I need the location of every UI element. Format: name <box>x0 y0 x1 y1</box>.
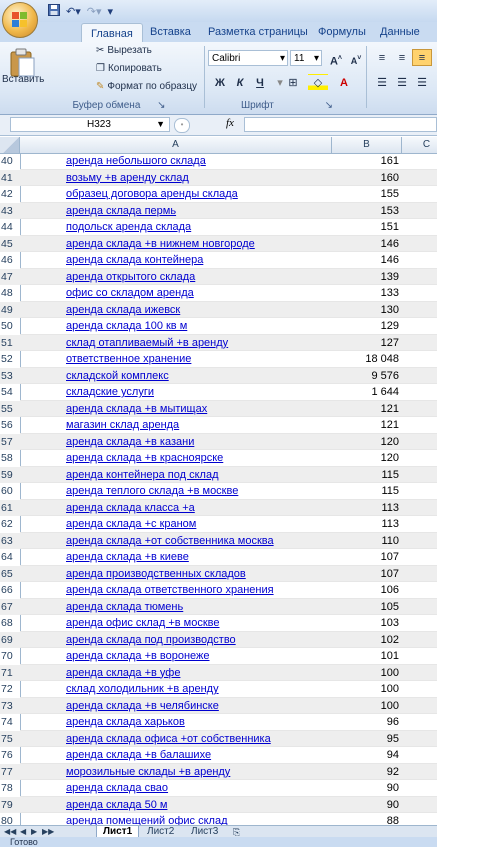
align-top-icon[interactable]: ≡ <box>378 52 386 64</box>
ribbon-tabs <box>0 22 437 42</box>
frequency-cell[interactable]: 121 <box>380 402 399 415</box>
table-row <box>0 599 437 616</box>
row-header[interactable]: 54 <box>1 386 13 398</box>
chevron-down-icon[interactable]: ▾ <box>277 77 283 89</box>
column-headers <box>0 137 437 154</box>
keyword-link-cell[interactable]: аренда склада 50 м <box>66 798 168 811</box>
table-row <box>0 203 437 220</box>
row-header[interactable]: 71 <box>1 666 13 679</box>
status-text: Готово <box>10 837 38 847</box>
align-center-icon[interactable]: ☰ <box>397 77 407 89</box>
frequency-cell[interactable]: 155 <box>380 188 399 200</box>
keyword-link-cell[interactable]: складские услуги <box>66 386 154 398</box>
row-header[interactable]: 64 <box>1 551 13 563</box>
keyword-link-cell[interactable]: склад холодильник +в аренду <box>66 683 219 695</box>
tab-data[interactable]: Данные <box>380 26 420 38</box>
row-header[interactable]: 59 <box>1 468 13 481</box>
select-all-corner[interactable] <box>0 137 20 153</box>
keyword-link-cell[interactable]: аренда контейнера под склад <box>66 468 219 481</box>
borders-icon[interactable]: ⊞ <box>288 77 298 89</box>
table-row <box>0 467 437 484</box>
frequency-cell[interactable]: 1 644 <box>371 386 399 398</box>
keyword-link-cell[interactable]: морозильные склады +в аренду <box>66 765 231 778</box>
frequency-cell[interactable]: 153 <box>380 204 399 217</box>
qat-customize-icon[interactable]: ▾ <box>107 5 114 18</box>
frequency-cell[interactable]: 115 <box>381 485 399 497</box>
table-row <box>0 632 437 649</box>
keyword-link-cell[interactable]: аренда офис склад +в москве <box>66 617 220 629</box>
align-right-icon[interactable]: ☰ <box>417 77 427 89</box>
row-header[interactable]: 79 <box>1 798 13 811</box>
chevron-down-icon[interactable]: ▼ <box>156 119 165 129</box>
frequency-cell[interactable]: 161 <box>380 155 399 167</box>
frequency-cell[interactable]: 101 <box>380 650 399 662</box>
font-name-combo[interactable]: Calibri ▾ <box>208 50 288 66</box>
row-header[interactable]: 55 <box>1 402 13 415</box>
frequency-cell[interactable]: 139 <box>380 270 399 283</box>
frequency-cell[interactable]: 100 <box>380 666 399 679</box>
keyword-link-cell[interactable]: аренда склада +в нижнем новгороде <box>66 237 255 250</box>
frequency-cell[interactable]: 102 <box>380 633 399 646</box>
row-header[interactable]: 46 <box>1 254 13 266</box>
sheet-tab-1[interactable]: Лист1 <box>96 826 139 838</box>
cancel-entry-icon[interactable]: • <box>174 118 190 133</box>
keyword-link-cell[interactable]: аренда склада ответственного хранения <box>66 584 274 596</box>
worksheet-grid[interactable] <box>0 153 437 825</box>
row-header[interactable]: 58 <box>1 452 13 464</box>
formula-bar <box>0 115 437 136</box>
table-row <box>0 434 437 451</box>
quick-access-toolbar <box>44 3 113 19</box>
row-header[interactable]: 80 <box>1 815 13 825</box>
row-header[interactable]: 57 <box>1 435 13 448</box>
keyword-link-cell[interactable]: возьму +в аренду склад <box>66 171 189 184</box>
table-row <box>0 500 437 517</box>
copy-label: Копировать <box>107 63 162 74</box>
cut-label: Вырезать <box>107 45 152 56</box>
row-header[interactable]: 75 <box>1 732 13 745</box>
sheet-tab-3[interactable]: Лист3 <box>191 826 219 837</box>
bold-button[interactable]: Ж <box>215 77 225 89</box>
keyword-link-cell[interactable]: аренда склада под производство <box>66 633 236 646</box>
insert-function-button[interactable]: fx <box>226 117 234 129</box>
frequency-cell[interactable]: 105 <box>380 600 399 613</box>
sheet-tab-2[interactable]: Лист2 <box>147 826 175 837</box>
keyword-link-cell[interactable]: аренда склада +в челябинске <box>66 699 219 712</box>
font-group-label: Шрифт ↘ <box>240 100 334 111</box>
table-row <box>0 780 437 797</box>
name-box[interactable]: H323 ▼ <box>10 117 170 132</box>
table-row <box>0 302 437 319</box>
table-row <box>0 170 437 187</box>
format-painter-label: Формат по образцу <box>107 81 198 92</box>
table-row <box>0 797 437 814</box>
fill-color-icon[interactable]: ◇ <box>308 74 328 91</box>
frequency-cell[interactable]: 127 <box>380 336 399 349</box>
table-row <box>0 417 437 434</box>
row-header[interactable]: 45 <box>1 237 13 250</box>
table-row <box>0 582 437 599</box>
keyword-link-cell[interactable]: аренда склада свао <box>66 782 169 794</box>
first-sheet-icon[interactable]: ◀◀ <box>4 827 17 836</box>
row-header[interactable]: 74 <box>1 716 13 728</box>
keyword-link-cell[interactable]: ответственное хранение <box>66 353 192 365</box>
frequency-cell[interactable]: 129 <box>380 320 399 332</box>
keyword-link-cell[interactable]: аренда склада +в воронеже <box>66 650 210 662</box>
keyword-link-cell[interactable]: аренда помещений офис склад <box>66 815 228 825</box>
table-row <box>0 566 437 583</box>
frequency-cell[interactable]: 90 <box>386 798 399 811</box>
table-row <box>0 318 437 335</box>
keyword-link-cell[interactable]: аренда склада контейнера <box>66 254 204 266</box>
office-button[interactable] <box>2 2 38 38</box>
frequency-cell[interactable]: 146 <box>380 237 399 250</box>
tab-home[interactable]: Главная <box>81 23 143 43</box>
row-header[interactable]: 52 <box>1 353 13 365</box>
table-row <box>0 615 437 632</box>
keyword-link-cell[interactable]: аренда склада +в мытищах <box>66 402 208 415</box>
align-left-icon[interactable]: ☰ <box>377 77 387 89</box>
column-header-a[interactable]: A <box>20 137 332 153</box>
frequency-cell[interactable]: 103 <box>380 617 399 629</box>
grow-font-button[interactable]: A˄ <box>329 55 343 68</box>
row-header[interactable]: 42 <box>1 188 13 200</box>
table-row <box>0 698 437 715</box>
keyword-link-cell[interactable]: аренда склада офиса +от собственника <box>66 732 271 745</box>
last-sheet-icon[interactable]: ▶▶ <box>42 827 55 836</box>
frequency-cell[interactable]: 95 <box>386 732 399 745</box>
frequency-cell[interactable]: 121 <box>380 419 399 431</box>
tab-formulas[interactable]: Формулы <box>318 26 366 38</box>
prev-sheet-icon[interactable]: ◀ <box>20 827 27 836</box>
group-separator <box>204 46 205 108</box>
frequency-cell[interactable]: 133 <box>380 287 399 299</box>
table-row <box>0 384 437 401</box>
frequency-cell[interactable]: 113 <box>381 501 399 514</box>
frequency-cell[interactable]: 115 <box>381 468 399 481</box>
row-header[interactable]: 51 <box>1 336 13 349</box>
column-header-b[interactable]: B <box>332 137 402 153</box>
tab-page-layout[interactable]: Разметка страницы <box>208 26 308 38</box>
copy-icon: ❐ <box>96 63 105 74</box>
table-row <box>0 401 437 418</box>
row-header[interactable]: 76 <box>1 749 13 761</box>
redo-icon[interactable]: ↷▾ <box>86 5 102 18</box>
frequency-cell[interactable]: 110 <box>381 534 399 547</box>
frequency-cell[interactable]: 9 576 <box>371 369 399 382</box>
keyword-link-cell[interactable]: аренда склада +в киеве <box>66 551 189 563</box>
underline-button[interactable]: Ч <box>256 77 264 89</box>
format-painter-button[interactable] <box>96 81 197 92</box>
keyword-link-cell[interactable]: аренда теплого склада +в москве <box>66 485 239 497</box>
row-header[interactable]: 62 <box>1 518 13 530</box>
tab-insert[interactable]: Вставка <box>150 26 191 38</box>
table-row <box>0 186 437 203</box>
formula-input[interactable] <box>244 117 437 132</box>
brush-icon: ✎ <box>96 81 105 92</box>
frequency-cell[interactable]: 88 <box>386 815 399 825</box>
table-row <box>0 351 437 368</box>
row-header[interactable]: 72 <box>1 683 13 695</box>
frequency-cell[interactable]: 160 <box>380 171 399 184</box>
table-row <box>0 368 437 385</box>
font-size-combo[interactable]: 11 ▾ <box>290 50 322 66</box>
table-row <box>0 648 437 665</box>
table-row <box>0 450 437 467</box>
keyword-link-cell[interactable]: аренда склада +в красноярске <box>66 452 224 464</box>
table-row <box>0 219 437 236</box>
paste-button[interactable]: Вставить <box>2 74 45 85</box>
keyword-link-cell[interactable]: аренда открытого склада <box>66 270 196 283</box>
frequency-cell[interactable]: 113 <box>381 518 399 530</box>
frequency-cell[interactable]: 151 <box>380 221 399 233</box>
column-header-c[interactable]: C <box>402 137 437 153</box>
frequency-cell[interactable]: 146 <box>380 254 399 266</box>
table-row <box>0 665 437 682</box>
keyword-link-cell[interactable]: аренда небольшого склада <box>66 155 206 167</box>
frequency-cell[interactable]: 92 <box>386 765 399 778</box>
frequency-cell[interactable]: 107 <box>380 551 399 563</box>
frequency-cell[interactable]: 90 <box>386 782 399 794</box>
table-row <box>0 236 437 253</box>
row-header[interactable]: 49 <box>1 303 13 316</box>
keyword-link-cell[interactable]: магазин склад аренда <box>66 419 180 431</box>
table-row <box>0 764 437 781</box>
keyword-link-cell[interactable]: аренда склада +с краном <box>66 518 197 530</box>
keyword-link-cell[interactable]: аренда склада ижевск <box>66 303 181 316</box>
keyword-link-cell[interactable]: образец договора аренды склада <box>66 188 238 200</box>
floppy-disk-icon[interactable] <box>48 4 60 19</box>
insert-sheet-icon[interactable]: ⎘ <box>233 827 241 837</box>
table-row <box>0 335 437 352</box>
cut-button[interactable] <box>96 45 152 56</box>
row-header[interactable]: 67 <box>1 600 13 613</box>
keyword-link-cell[interactable]: аренда склада +от собственника москва <box>66 534 274 547</box>
ribbon <box>0 42 437 115</box>
copy-button[interactable] <box>96 63 162 74</box>
row-header[interactable]: 61 <box>1 501 13 514</box>
row-header[interactable]: 47 <box>1 270 13 283</box>
row-header[interactable]: 66 <box>1 584 13 596</box>
align-bottom-icon[interactable]: ≡ <box>412 49 432 66</box>
row-header[interactable]: 40 <box>1 155 13 167</box>
keyword-link-cell[interactable]: аренда склада +в казани <box>66 435 195 448</box>
row-header[interactable]: 43 <box>1 204 13 217</box>
table-row <box>0 731 437 748</box>
frequency-cell[interactable]: 130 <box>380 303 399 316</box>
keyword-link-cell[interactable]: подольск аренда склада <box>66 221 192 233</box>
dialog-launcher-icon[interactable]: ↘ <box>324 100 334 111</box>
table-row <box>0 285 437 302</box>
table-row <box>0 549 437 566</box>
frequency-cell[interactable]: 100 <box>380 683 399 695</box>
row-header[interactable]: 50 <box>1 320 13 332</box>
keyword-link-cell[interactable]: аренда склада пермь <box>66 204 177 217</box>
table-row <box>0 813 437 825</box>
frequency-cell[interactable]: 120 <box>380 452 399 464</box>
row-header[interactable]: 77 <box>1 765 13 778</box>
row-header[interactable]: 44 <box>1 221 13 233</box>
frequency-cell[interactable]: 100 <box>380 699 399 712</box>
row-header[interactable]: 73 <box>1 699 13 712</box>
keyword-link-cell[interactable]: аренда производственных складов <box>66 567 246 580</box>
keyword-link-cell[interactable]: складской комплекс <box>66 369 169 382</box>
row-header[interactable]: 63 <box>1 534 13 547</box>
table-row <box>0 747 437 764</box>
row-header[interactable]: 41 <box>1 171 13 184</box>
table-row <box>0 483 437 500</box>
row-header[interactable]: 60 <box>1 485 13 497</box>
table-row <box>0 516 437 533</box>
next-sheet-icon[interactable]: ▶ <box>31 827 38 836</box>
undo-icon[interactable]: ↶▾ <box>66 5 81 18</box>
row-header[interactable]: 53 <box>1 369 13 382</box>
shrink-font-button[interactable]: A˅ <box>350 55 362 66</box>
frequency-cell[interactable]: 94 <box>386 749 399 761</box>
keyword-link-cell[interactable]: аренда склада +в уфе <box>66 666 181 679</box>
row-header[interactable]: 65 <box>1 567 13 580</box>
keyword-link-cell[interactable]: склад отапливаемый +в аренду <box>66 336 229 349</box>
frequency-cell[interactable]: 106 <box>380 584 399 596</box>
table-row <box>0 714 437 731</box>
row-header[interactable]: 48 <box>1 287 13 299</box>
table-row <box>0 153 437 170</box>
frequency-cell[interactable]: 96 <box>386 716 399 728</box>
scissors-icon: ✂ <box>96 45 105 56</box>
clipboard-group-label: Буфер обмена ↘ <box>72 100 166 111</box>
frequency-cell[interactable]: 120 <box>380 435 399 448</box>
keyword-link-cell[interactable]: аренда склада класса +а <box>66 501 195 514</box>
italic-button[interactable]: К <box>236 77 244 89</box>
table-row <box>0 681 437 698</box>
keyword-link-cell[interactable]: аренда склада тюмень <box>66 600 184 613</box>
keyword-link-cell[interactable]: аренда склада харьков <box>66 716 185 728</box>
group-separator <box>366 46 367 108</box>
status-bar <box>0 837 437 847</box>
row-header[interactable]: 78 <box>1 782 13 794</box>
frequency-cell[interactable]: 18 048 <box>365 353 399 365</box>
dialog-launcher-icon[interactable]: ↘ <box>157 100 166 111</box>
row-header[interactable]: 70 <box>1 650 13 662</box>
keyword-link-cell[interactable]: аренда склада 100 кв м <box>66 320 188 332</box>
frequency-cell[interactable]: 107 <box>380 567 399 580</box>
keyword-link-cell[interactable]: аренда склада +в балашихе <box>66 749 212 761</box>
font-color-icon[interactable]: A <box>340 77 348 89</box>
table-row <box>0 252 437 269</box>
table-row <box>0 269 437 286</box>
keyword-link-cell[interactable]: офис со складом аренда <box>66 287 194 299</box>
align-middle-icon[interactable]: ≡ <box>398 52 406 64</box>
row-header[interactable]: 56 <box>1 419 13 431</box>
row-header[interactable]: 68 <box>1 617 13 629</box>
table-row <box>0 533 437 550</box>
row-header[interactable]: 69 <box>1 633 13 646</box>
title-bar <box>0 0 437 22</box>
